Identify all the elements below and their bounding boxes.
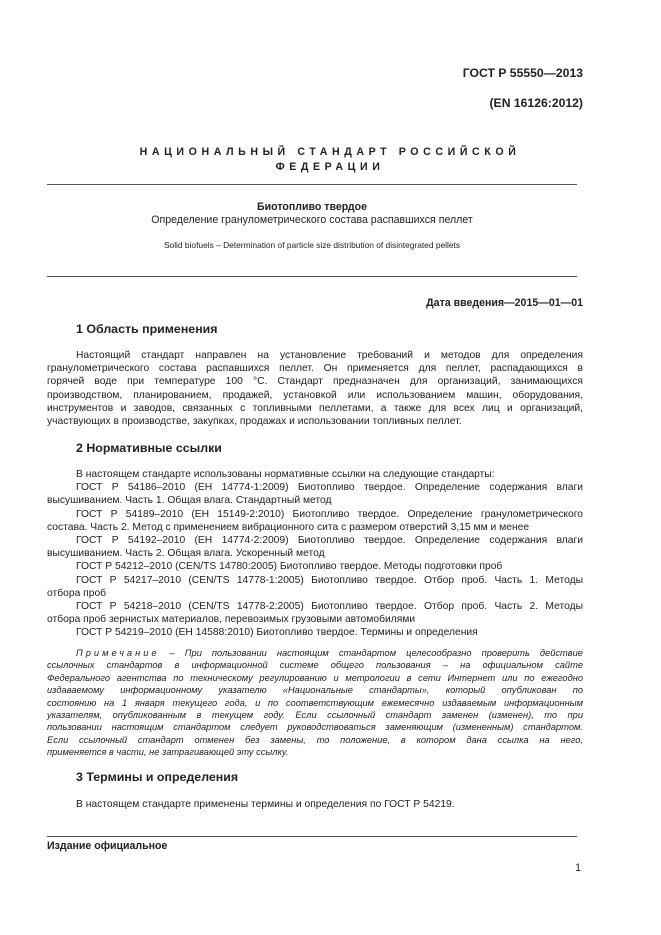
s1-line: инструментов и заводов, связанных с топливными пеллетами, а также для всех лиц и организаций, (47, 402, 583, 414)
section-2-heading: 2 Нормативные ссылки (76, 441, 222, 455)
title-ru: Биотопливо твердое (256, 201, 368, 213)
ref-item: ГОСТ Р 54192–2010 (ЕН 14774-2:2009) Биотопливо твердое. Определение содержания влаги высушиванием. Часть 2. Общая влага. Ускоренный метод (47, 535, 583, 560)
note-line: ссылочных стандартов в информационной системе общего пользования – на официальном сайте (47, 660, 583, 671)
title-ru-sub: Определение гранулометрического состава распавшихся пеллет (151, 214, 473, 226)
title-en: Solid biofuels – Determination of particle size distribution of disintegrated pellets (163, 240, 461, 250)
s1-line: Настоящий стандарт направлен на установление требований и методов для определения (76, 350, 583, 361)
note-line: применяется в части, не затрагивающей эту ссылку. (47, 747, 289, 758)
note-line: указателям, опубликованным в текущем году. Если ссылочный стандарт заменен (изменен), то при (47, 710, 583, 721)
national-standard-line1: НАЦИОНАЛЬНЫЙ СТАНДАРТ РОССИЙСКОЙ (139, 146, 521, 158)
footer-rule (47, 836, 577, 837)
section-3-text: В настоящем стандарте применены термины и определения по ГОСТ Р 54219. (76, 799, 455, 810)
top-rule (47, 184, 577, 185)
note-line: Примечание – При пользовании настоящим стандартом целесообразно проверить действие (76, 648, 583, 658)
note-label: Примечание (76, 648, 160, 658)
edition-label: Издание официальное (47, 840, 168, 852)
ref-item: ГОСТ Р 54186–2010 (ЕН 14774-1:2009) Биотопливо твердое. Определение содержания влаги высушиванием. Часть 1. Общая влага. Стандартный метод (47, 482, 583, 507)
note-line: пользовании настоящим стандартом следует руководствоваться заменяющим (измененным) стандартом. (47, 722, 583, 733)
national-standard-line2: ФЕДЕРАЦИИ (275, 161, 385, 173)
s1-line: участвующих в производстве, закупках, продажах и использовании топливных пеллет. (47, 416, 462, 428)
section-1-body (47, 349, 583, 428)
section-2-refs (47, 468, 583, 640)
date-of-introduction: Дата введения—2015—01—01 (426, 297, 583, 309)
ref-item: ГОСТ Р 54212–2010 (CEN/TS 14780:2005) Биотопливо твердое. Методы подготовки проб (76, 561, 503, 573)
s1-line: горячей воде при температуре 100 °С. Стандарт предназначен для организаций, занимающихся (47, 376, 583, 388)
bottom-rule (47, 276, 577, 277)
note-line: Федерального агентства по техническому регулированию и метрологии в сети Интернет или по ежегодно (47, 672, 583, 683)
s1-line: гранулометрического состава распавшихся пеллет. Он применяется для пеллет, распадающихся в (47, 363, 583, 375)
note-line: состоянию на 1 января текущего года, и по соответствующим ежемесячно издаваемым информационным (47, 697, 583, 708)
note-line: издаваемому информационному указателю «Национальные стандарты», который опубликован по (47, 685, 583, 696)
ref-item: ГОСТ Р 54219–2010 (ЕН 14588:2010) Биотопливо твердое. Термины и определения (76, 627, 478, 639)
national-standard-heading (60, 145, 600, 175)
en-code: (EN 16126:2012) (489, 96, 583, 110)
ref-item: ГОСТ Р 54217–2010 (CEN/TS 14778-1:2005) Биотопливо твердое. Отбор проб. Часть 1. Методы отбора проб (47, 574, 583, 599)
section-2-note (47, 647, 583, 759)
ref-item: ГОСТ Р 54218–2010 (CEN/TS 14778-2:2005) Биотопливо твердое. Отбор проб. Часть 2. Методы отбора проб зернистых материалов, перевозимых грузовыми автомобилями (47, 601, 583, 626)
note-line: Если ссылочный стандарт отменен без замены, то положение, в котором дана ссылка на него, (47, 734, 583, 745)
ref-item: ГОСТ Р 54189–2010 (ЕН 15149-2:2010) Биотопливо твердое. Определение гранулометрического состава. Часть 2. Метод с применением вибрационного сита с размером отверстий 3,15 мм и менее (47, 508, 583, 533)
s2-intro: В настоящем стандарте использованы нормативные ссылки на следующие стандарты: (76, 469, 495, 480)
section-3-heading: 3 Термины и определения (76, 770, 239, 784)
page-number: 1 (575, 862, 581, 874)
standard-code: ГОСТ Р 55550—2013 (462, 66, 583, 80)
section-1-heading: 1 Область применения (76, 322, 218, 336)
s1-line: производством, планированием, продажей, установкой или использованием машин, оборудования, (47, 389, 583, 401)
